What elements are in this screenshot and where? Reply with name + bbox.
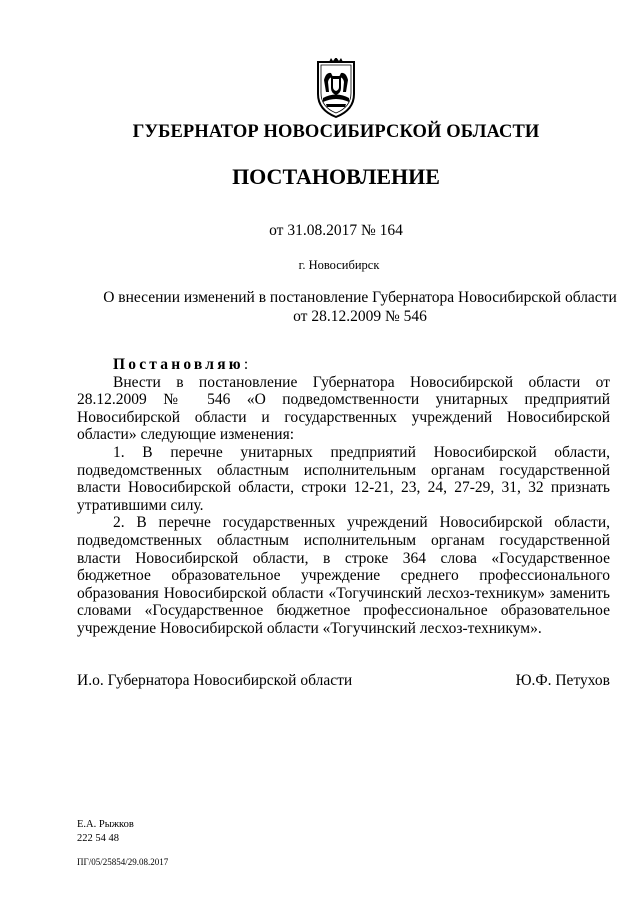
body-item-1-paragraph: 1. В перечне унитарных предприятий Новосибирской области, подведомственных областным исполнительным органам государственной власти Новосибирской области, строки 12-21, 23, 24, 27-29, 31, 32 признать утратившими силу.: [77, 443, 610, 514]
document-city: г. Новосибирск: [298, 258, 380, 272]
novosibirsk-coat-of-arms-icon: [314, 58, 358, 120]
signatory-position: И.о. Губернатора Новосибирской области: [77, 672, 353, 689]
subject-line-2: от 28.12.2009 № 546: [293, 308, 427, 325]
body-item-2-paragraph: 2. В перечне государственных учреждений Новосибирской области, подведомственных областным исполнительным органам государственной власти Новосибирской области, в строке 364 слова «Государственное бюджетное образовательное учреждение среднего профессионального образования Новосибирской области «Тогучинский лесхоз-техникум» заменить словами «Государственное бюджетное профессиональное образовательное учреждение Новосибирской области «Тогучинский лесхоз-техникум».: [77, 514, 610, 637]
document-body: [77, 356, 610, 638]
body-intro-paragraph: Внести в постановление Губернатора Новосибирской области от 28.12.2009 № 546 «О подведомственности унитарных предприятий Новосибирской области и государственных учреждений Новосибирской области» следующие изменения:: [77, 373, 610, 444]
decree-word: Постановляю: [113, 356, 244, 373]
executor-block: [77, 818, 134, 846]
document-type-title: ПОСТАНОВЛЕНИЕ: [232, 164, 440, 189]
registration-number: ПГ/05/25854/29.08.2017: [77, 857, 169, 867]
decree-heading: [77, 356, 610, 374]
executor-phone: 222 54 48: [77, 833, 119, 844]
executor-name: Е.А. Рыжков: [77, 819, 134, 830]
signatory-name: Ю.Ф. Петухов: [515, 672, 610, 689]
organization-title: ГУБЕРНАТОР НОВОСИБИРСКОЙ ОБЛАСТИ: [132, 122, 540, 142]
subject-line-1: О внесении изменений в постановление Губернатора Новосибирской области: [103, 289, 617, 306]
decree-colon: :: [243, 356, 249, 373]
document-subject: [60, 288, 640, 326]
document-date-number: от 31.08.2017 № 164: [269, 222, 403, 239]
